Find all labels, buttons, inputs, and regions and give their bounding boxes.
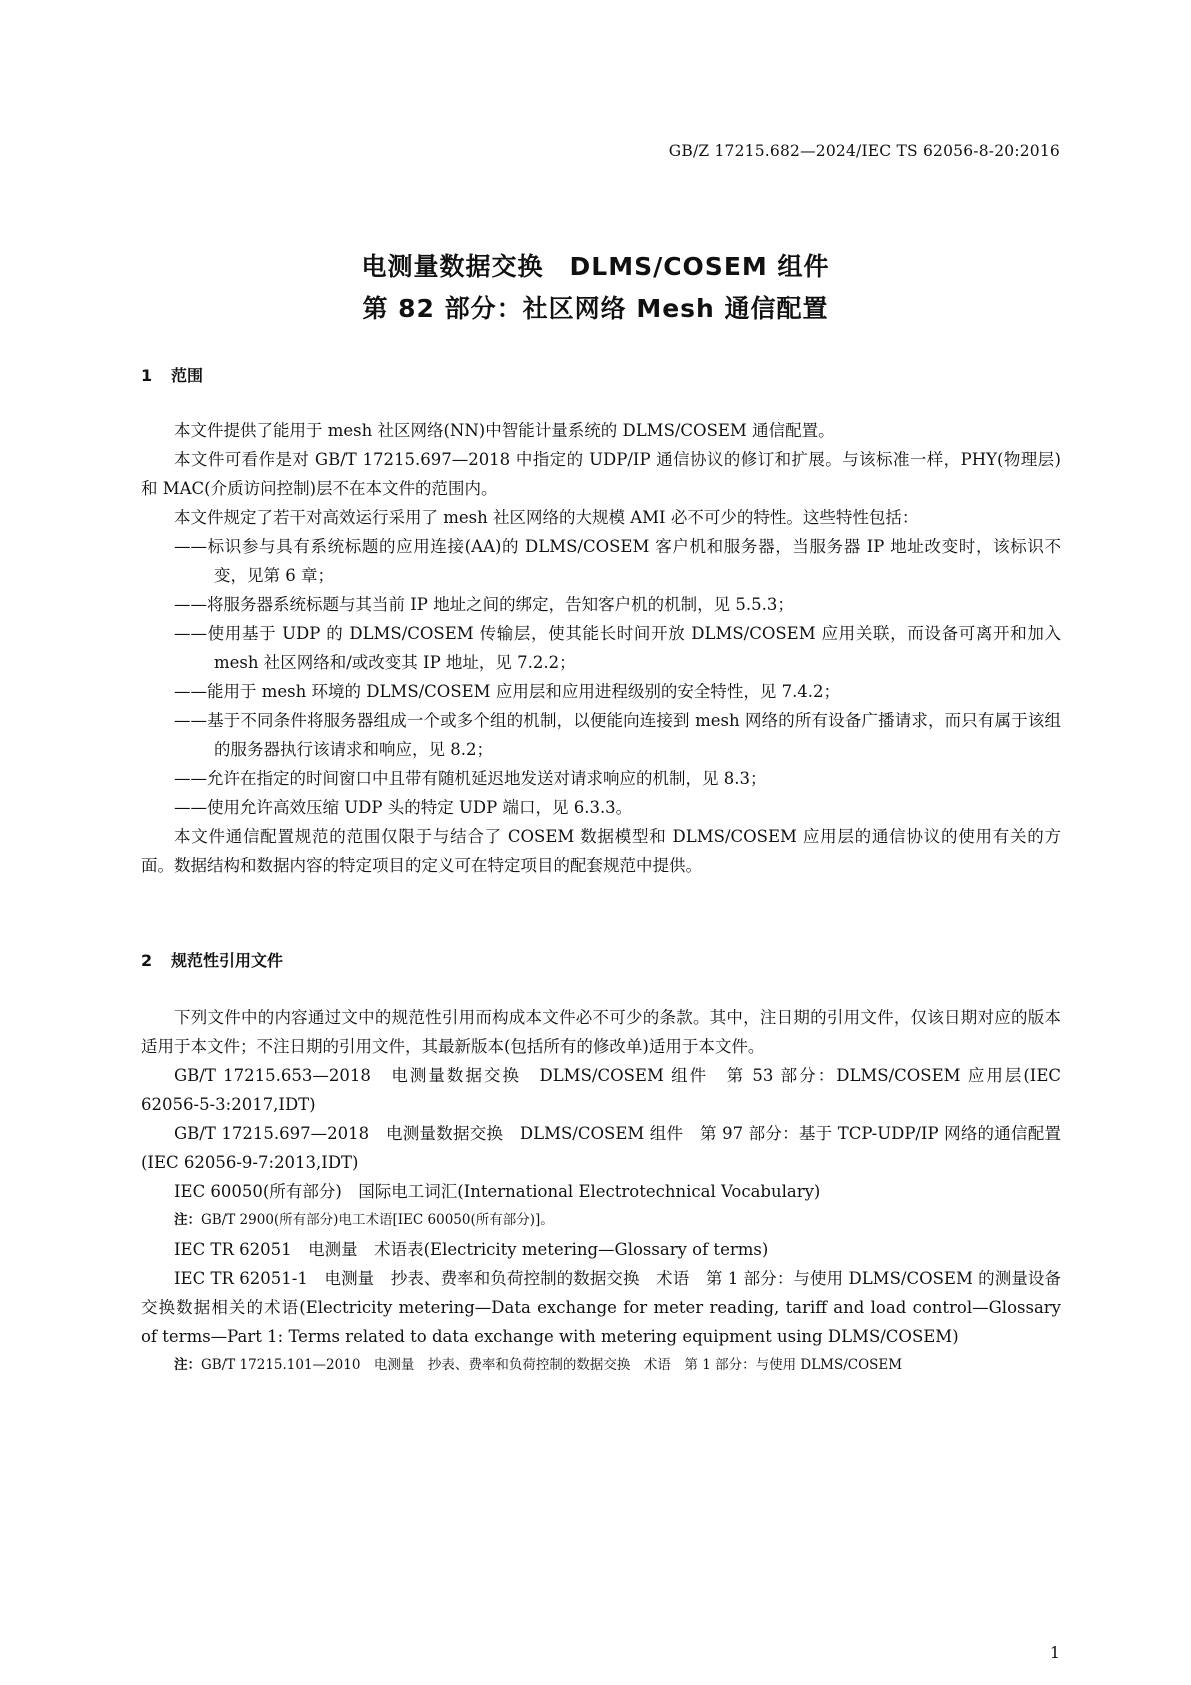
page-number: 1 [1049,1643,1060,1662]
section-1-body [141,416,1061,880]
section-2-body [141,1003,1061,1380]
document-title-line2: 第 82 部分：社区网络 Mesh 通信配置 [362,294,829,323]
list-item: ——使用基于 UDP 的 DLMS/COSEM 传输层，使其能长时间开放 DLMS/COSEM 应用关联，而设备可离开和加入 mesh 社区网络和/或改变其 IP 地址，见 7.2.2； [174,624,1061,672]
note [141,1351,1061,1380]
section-heading-1 [141,363,203,386]
note-text: GB/T 2900(所有部分)电工术语[IEC 60050(所有部分)]。 [201,1212,554,1228]
reference-entry: GB/T 17215.697—2018 电测量数据交换 DLMS/COSEM 组件 第 97 部分：基于 TCP-UDP/IP 网络的通信配置(IEC 62056-9-7:2013,IDT) [141,1124,1061,1172]
paragraph: 本文件规定了若干对高效运行采用了 mesh 社区网络的大规模 AMI 必不可少的特性。这些特性包括： [174,508,919,527]
note-text: GB/T 17215.101—2010 电测量 抄表、费率和负荷控制的数据交换 术语 第 1 部分：与使用 DLMS/COSEM [201,1357,903,1373]
list-item: ——使用允许高效压缩 UDP 头的特定 UDP 端口，见 6.3.3。 [174,798,633,817]
section-title: 范围 [171,366,204,385]
paragraph: 本文件可看作是对 GB/T 17215.697—2018 中指定的 UDP/IP 通信协议的修订和扩展。与该标准一样，PHY(物理层)和 MAC(介质访问控制)层不在本文件的范围内。 [141,450,1061,498]
reference-entry: IEC 60050(所有部分) 国际电工词汇(International Electrotechnical Vocabulary) [174,1182,821,1201]
list-item: ——允许在指定的时间窗口中且带有随机延迟地发送对请求响应的机制，见 8.3； [174,769,767,788]
reference-entry: GB/T 17215.653—2018 电测量数据交换 DLMS/COSEM 组件 第 53 部分：DLMS/COSEM 应用层(IEC 62056-5-3:2017,IDT) [141,1066,1061,1114]
note-label: 注： [174,1357,201,1373]
paragraph: 下列文件中的内容通过文中的规范性引用而构成本文件必不可少的条款。其中，注日期的引用文件，仅该日期对应的版本适用于本文件；不注日期的引用文件，其最新版本(包括所有的修改单)适用于本文件。 [141,1008,1061,1056]
list-item: ——基于不同条件将服务器组成一个或多个组的机制，以便能向连接到 mesh 网络的所有设备广播请求，而只有属于该组的服务器执行该请求和响应，见 8.2； [174,711,1061,759]
note [141,1206,1061,1235]
section-heading-2 [141,948,283,971]
paragraph: 本文件提供了能用于 mesh 社区网络(NN)中智能计量系统的 DLMS/COSEM 通信配置。 [174,421,835,440]
section-title: 规范性引用文件 [171,951,284,970]
reference-entry: IEC TR 62051 电测量 术语表(Electricity metering—Glossary of terms) [174,1240,769,1259]
reference-entry: IEC TR 62051-1 电测量 抄表、费率和负荷控制的数据交换 术语 第 1 部分：与使用 DLMS/COSEM 的测量设备交换数据相关的术语(Electricity metering—Data exchange for meter reading, tariff and load control—Glossary of terms—Part 1: Terms related to data exchange with metering equipment using DLMS/COSEM) [141,1269,1061,1346]
paragraph: 本文件通信配置规范的范围仅限于与结合了 COSEM 数据模型和 DLMS/COSEM 应用层的通信协议的使用有关的方面。数据结构和数据内容的特定项目的定义可在特定项目的配套规范中提供。 [141,827,1061,875]
standard-id: GB/Z 17215.682—2024/IEC TS 62056-8-20:2016 [668,142,1060,160]
list-item: ——标识参与具有系统标题的应用连接(AA)的 DLMS/COSEM 客户机和服务器，当服务器 IP 地址改变时，该标识不变，见第 6 章； [174,537,1061,585]
section-number: 2 [141,951,153,970]
note-label: 注： [174,1212,201,1228]
section-number: 1 [141,366,153,385]
list-item: ——将服务器系统标题与其当前 IP 地址之间的绑定，告知客户机的机制，见 5.5.3； [174,595,794,614]
list-item: ——能用于 mesh 环境的 DLMS/COSEM 应用层和应用进程级别的安全特性，见 7.4.2； [174,682,841,701]
document-title-line1: 电测量数据交换 DLMS/COSEM 组件 [361,252,830,281]
